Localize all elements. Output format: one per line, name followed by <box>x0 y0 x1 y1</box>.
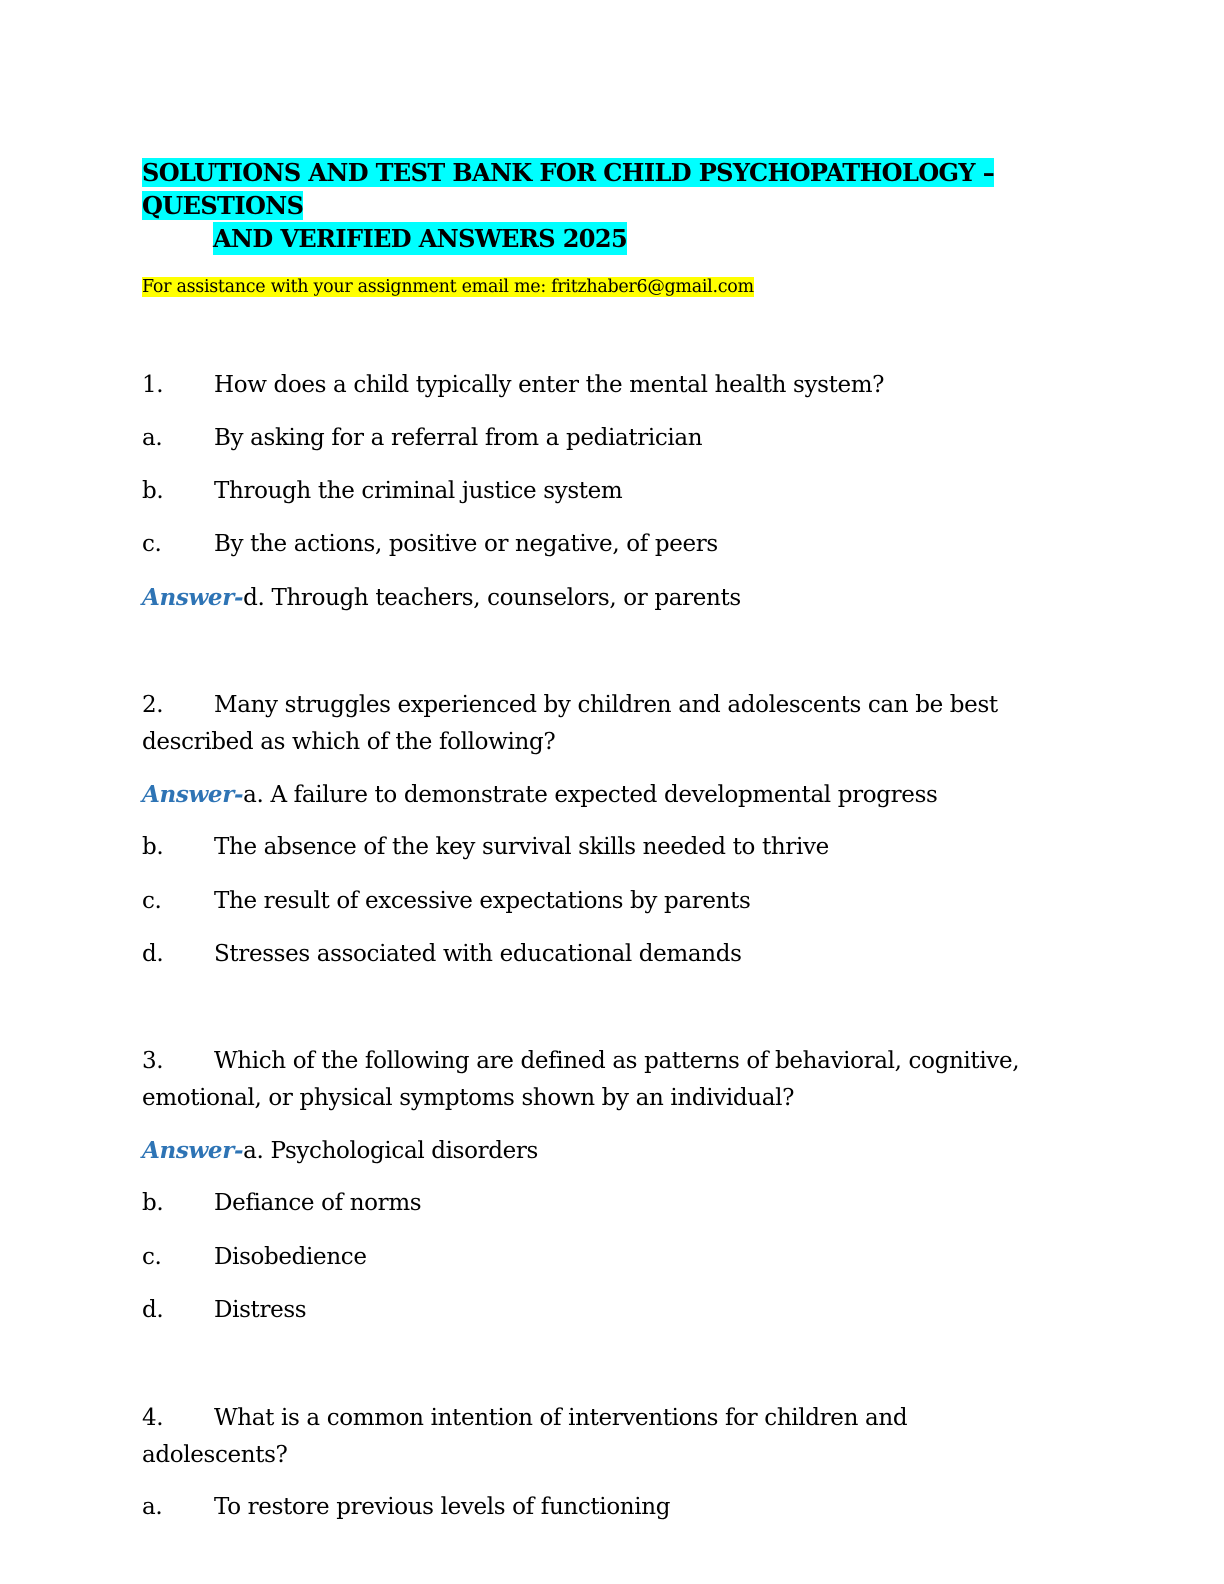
question-text-line-1: What is a common intention of interventions for children and <box>214 1405 908 1431</box>
option-1a <box>142 420 702 457</box>
option-text: Distress <box>214 1297 307 1323</box>
question-text-line-1: Which of the following are defined as patterns of behavioral, cognitive, <box>214 1048 1020 1074</box>
question-text-line-1: Many struggles experienced by children and adolescents can be best <box>214 692 998 718</box>
option-3b <box>142 1185 421 1222</box>
option-text: The absence of the key survival skills needed to thrive <box>214 834 829 860</box>
answer-1 <box>142 579 741 617</box>
question-4 <box>142 1400 907 1437</box>
question-text-line-2: described as which of the following? <box>142 729 556 755</box>
option-2d <box>142 936 742 973</box>
answer-prefix: Answer- <box>142 584 244 611</box>
question-3 <box>142 1043 1019 1080</box>
question-number: 2. <box>142 692 164 718</box>
option-label: b. <box>142 834 164 860</box>
question-number: 4. <box>142 1405 164 1431</box>
option-text: To restore previous levels of functioning <box>214 1494 671 1520</box>
question-2-continued <box>142 724 555 761</box>
question-2 <box>142 687 998 724</box>
option-label: a. <box>142 425 163 451</box>
question-number: 3. <box>142 1048 164 1074</box>
option-2b <box>142 829 829 866</box>
contact-note <box>142 274 754 300</box>
option-text: By asking for a referral from a pediatrician <box>214 425 703 451</box>
option-2c <box>142 883 750 920</box>
title-line-1: SOLUTIONS AND TEST BANK FOR CHILD PSYCHOPATHOLOGY – QUESTIONS <box>142 158 995 220</box>
answer-prefix: Answer- <box>142 781 244 808</box>
option-text: Through the criminal justice system <box>214 478 623 504</box>
option-text: Stresses associated with educational demands <box>214 941 742 967</box>
title-line-2: AND VERIFIED ANSWERS 2025 <box>213 224 628 253</box>
question-1 <box>142 367 884 404</box>
option-label: b. <box>142 1190 164 1216</box>
answer-text: a. A failure to demonstrate expected developmental progress <box>243 782 938 808</box>
option-1b <box>142 473 622 510</box>
option-3c <box>142 1239 367 1276</box>
answer-2 <box>142 776 937 814</box>
question-number: 1. <box>142 372 164 398</box>
option-text: Defiance of norms <box>214 1190 422 1216</box>
option-4a <box>142 1489 670 1526</box>
option-text: The result of excessive expectations by parents <box>214 888 751 914</box>
option-label: c. <box>142 888 162 914</box>
document-title <box>142 156 1102 255</box>
option-1c <box>142 526 718 563</box>
question-text-line-2: emotional, or physical symptoms shown by an individual? <box>142 1085 795 1111</box>
answer-3 <box>142 1132 538 1170</box>
option-label: b. <box>142 478 164 504</box>
option-label: d. <box>142 941 164 967</box>
option-text: Disobedience <box>214 1244 367 1270</box>
answer-text: d. Through teachers, counselors, or parents <box>243 585 741 611</box>
option-label: a. <box>142 1494 163 1520</box>
option-3d <box>142 1292 306 1329</box>
answer-text: a. Psychological disorders <box>243 1138 539 1164</box>
contact-text: For assistance with your assignment email me: fritzhaber6@gmail.com <box>142 277 754 297</box>
question-text-line-2: adolescents? <box>142 1442 288 1468</box>
question-3-continued <box>142 1080 794 1117</box>
option-label: d. <box>142 1297 164 1323</box>
question-text: How does a child typically enter the mental health system? <box>214 372 885 398</box>
option-label: c. <box>142 531 162 557</box>
option-text: By the actions, positive or negative, of peers <box>214 531 718 557</box>
answer-prefix: Answer- <box>142 1137 244 1164</box>
option-label: c. <box>142 1244 162 1270</box>
question-4-continued <box>142 1437 288 1474</box>
